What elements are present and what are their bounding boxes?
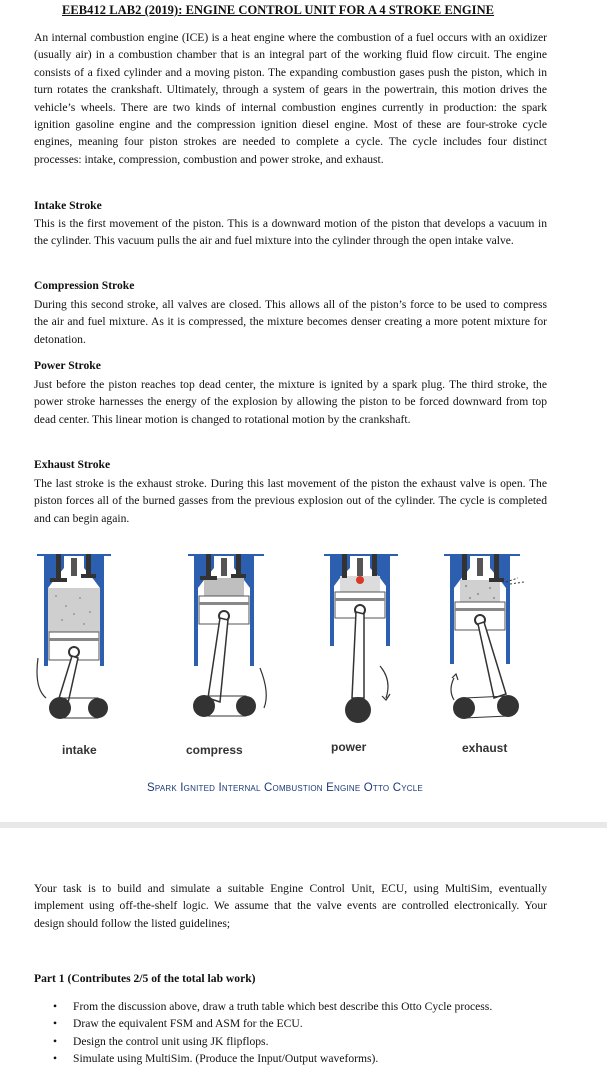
section-body-compression: During this second stroke, all valves are closed. This allows all of the piston’s force to be used to compress the air and fuel mixture. As it is compressed, the mixture becomes denser creating a more potent mixture for detonation. (34, 298, 547, 346)
document-title: EEB412 LAB2 (2019): ENGINE CONTROL UNIT FOR A 4 STROKE ENGINE (62, 3, 495, 17)
section-body-power: Just before the piston reaches top dead center, the mixture is ignited by a spark plug. The third stroke, the power stroke harnesses the energy of the explosion by allowing the piston to be forced downward from top dead center. This linear motion is changed to rotational motion by the crankshaft. (34, 378, 547, 426)
list-item: • Design the control unit using JK flipflops. (50, 1033, 550, 1050)
figure-label-intake: intake (62, 743, 97, 757)
section-heading-compression: Compression Stroke (34, 279, 135, 292)
task-paragraph: Your task is to build and simulate a suitable Engine Control Unit, ECU, using MultiSim, eventually implement using off-the-shelf logic. We assume that the valve events are controlled electronically. Your design should follow the listed guidelines; (34, 882, 547, 930)
engine-diagram-intake (36, 548, 112, 728)
figure-caption: Spark Ignited Internal Combustion Engine Otto Cycle (147, 782, 423, 794)
list-item: • From the discussion above, draw a truth table which best describe this Otto Cycle process. (50, 998, 550, 1015)
engine-diagram-exhaust (434, 548, 530, 728)
list-item: • Simulate using MultiSim. (Produce the Input/Output waveforms). (50, 1050, 550, 1067)
part1-bullet-list (50, 998, 550, 1068)
section-heading-power: Power Stroke (34, 359, 101, 372)
bullet-icon: • (53, 1017, 58, 1031)
bullet-icon: • (53, 1034, 58, 1048)
figure-label-power: power (331, 740, 367, 754)
engine-diagram-compress (180, 548, 272, 728)
intro-paragraph: An internal combustion engine (ICE) is a heat engine where the combustion of a fuel occurs with an oxidizer (usually air) in a combustion chamber that is an integral part of the working fluid flow circuit. The engine consists of a fixed cylinder and a moving piston. The expanding combustion gases push the piston, which in turn rotates the crankshaft. Ultimately, through a system of gears in the powertrain, this motion drives the vehicle’s wheels. There are two kinds of internal combustion engines currently in production: the spark ignition gasoline engine and the compression ignition diesel engine. Most of these are four-stroke cycle engines, meaning four piston strokes are needed to complete a cycle. The cycle includes four distinct processes: intake, compression, combustion and power stroke, and exhaust. (34, 31, 547, 166)
figure-label-compress: compress (186, 743, 243, 757)
list-item: • Draw the equivalent FSM and ASM for the ECU. (50, 1015, 550, 1032)
engine-diagram-power (320, 548, 402, 728)
bullet-icon: • (53, 1052, 58, 1066)
section-body-exhaust: The last stroke is the exhaust stroke. During this last movement of the piston the exhaust valve is open. The piston forces all of the burned gasses from the previous explosion out of the cylinder. The cycle is completed and can begin again. (34, 477, 547, 525)
otto-cycle-figure (30, 548, 575, 763)
section-divider (0, 822, 607, 828)
section-heading-exhaust: Exhaust Stroke (34, 458, 111, 471)
part1-heading: Part 1 (Contributes 2/5 of the total lab work) (34, 972, 256, 985)
section-heading-intake: Intake Stroke (34, 199, 102, 212)
figure-label-exhaust: exhaust (462, 741, 508, 755)
bullet-icon: • (53, 1000, 58, 1013)
section-body-intake: This is the first movement of the piston. This is a downward motion of the piston that develops a vacuum in the cylinder. This vacuum pulls the air and fuel mixture into the cylinder through the open intake valve. (34, 217, 547, 248)
